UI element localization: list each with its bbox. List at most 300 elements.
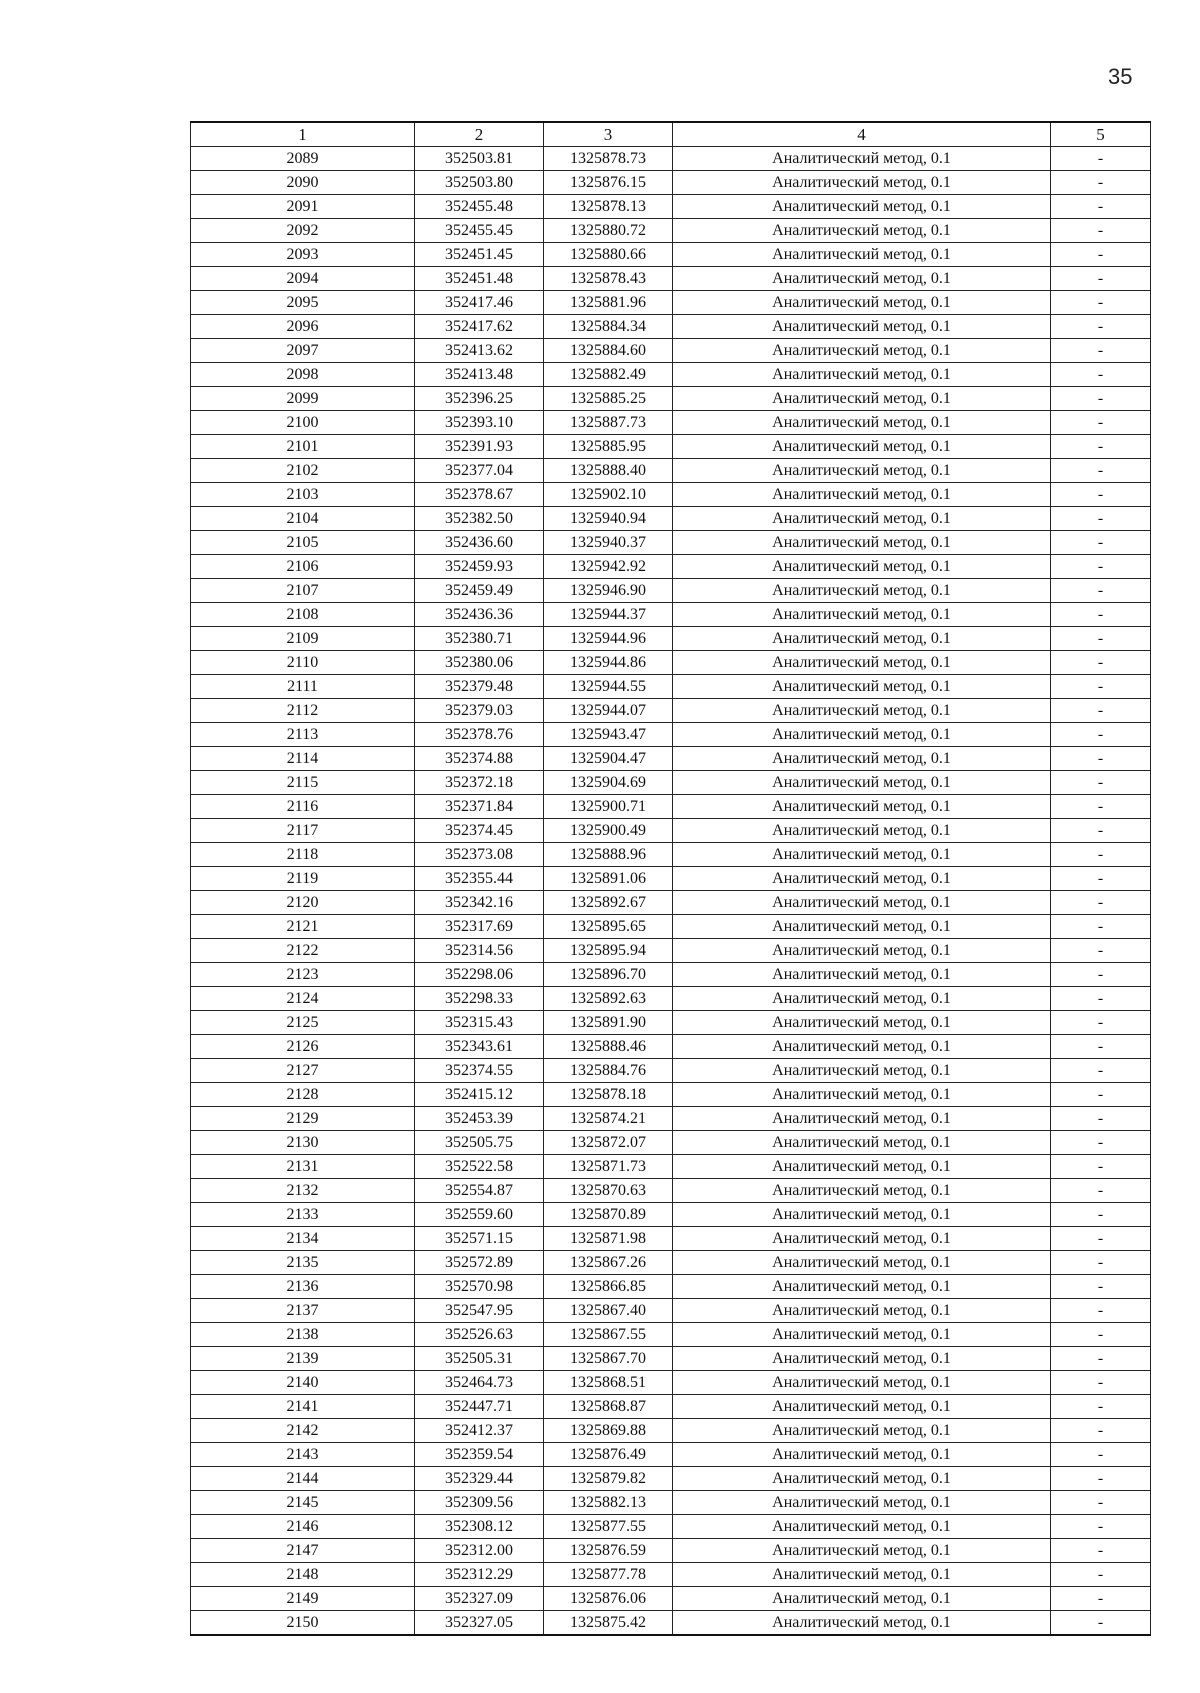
point-number-cell: 2135 — [191, 1251, 415, 1275]
point-number-cell: 2132 — [191, 1179, 415, 1203]
point-number-cell: 2095 — [191, 291, 415, 315]
x-coordinate-cell: 352327.05 — [415, 1611, 544, 1636]
method-cell: Аналитический метод, 0.1 — [673, 507, 1051, 531]
table-row — [191, 1323, 1151, 1347]
table-row — [191, 291, 1151, 315]
table-row — [191, 411, 1151, 435]
x-coordinate-cell: 352451.48 — [415, 267, 544, 291]
point-number-cell: 2100 — [191, 411, 415, 435]
table-row — [191, 1011, 1151, 1035]
point-number-cell: 2134 — [191, 1227, 415, 1251]
y-coordinate-cell: 1325942.92 — [544, 555, 673, 579]
method-cell: Аналитический метод, 0.1 — [673, 1035, 1051, 1059]
note-cell: - — [1051, 1035, 1151, 1059]
method-cell: Аналитический метод, 0.1 — [673, 1587, 1051, 1611]
y-coordinate-cell: 1325870.63 — [544, 1179, 673, 1203]
note-cell: - — [1051, 747, 1151, 771]
method-cell: Аналитический метод, 0.1 — [673, 435, 1051, 459]
x-coordinate-cell: 352371.84 — [415, 795, 544, 819]
table-row — [191, 1083, 1151, 1107]
method-cell: Аналитический метод, 0.1 — [673, 771, 1051, 795]
table-row — [191, 363, 1151, 387]
table-row — [191, 267, 1151, 291]
x-coordinate-cell: 352374.45 — [415, 819, 544, 843]
column-header-5: 5 — [1051, 122, 1151, 147]
column-header-2: 2 — [415, 122, 544, 147]
table-body — [191, 147, 1151, 1636]
note-cell: - — [1051, 891, 1151, 915]
table-row — [191, 1155, 1151, 1179]
method-cell: Аналитический метод, 0.1 — [673, 1563, 1051, 1587]
method-cell: Аналитический метод, 0.1 — [673, 1131, 1051, 1155]
method-cell: Аналитический метод, 0.1 — [673, 1203, 1051, 1227]
method-cell: Аналитический метод, 0.1 — [673, 627, 1051, 651]
note-cell: - — [1051, 243, 1151, 267]
x-coordinate-cell: 352327.09 — [415, 1587, 544, 1611]
table-row — [191, 675, 1151, 699]
y-coordinate-cell: 1325871.98 — [544, 1227, 673, 1251]
column-header-3: 3 — [544, 122, 673, 147]
note-cell: - — [1051, 843, 1151, 867]
method-cell: Аналитический метод, 0.1 — [673, 219, 1051, 243]
note-cell: - — [1051, 435, 1151, 459]
note-cell: - — [1051, 1131, 1151, 1155]
point-number-cell: 2147 — [191, 1539, 415, 1563]
x-coordinate-cell: 352378.76 — [415, 723, 544, 747]
method-cell: Аналитический метод, 0.1 — [673, 1083, 1051, 1107]
x-coordinate-cell: 352455.48 — [415, 195, 544, 219]
table-row — [191, 243, 1151, 267]
note-cell: - — [1051, 987, 1151, 1011]
x-coordinate-cell: 352374.88 — [415, 747, 544, 771]
x-coordinate-cell: 352464.73 — [415, 1371, 544, 1395]
x-coordinate-cell: 352417.62 — [415, 315, 544, 339]
method-cell: Аналитический метод, 0.1 — [673, 387, 1051, 411]
method-cell: Аналитический метод, 0.1 — [673, 1227, 1051, 1251]
point-number-cell: 2123 — [191, 963, 415, 987]
note-cell: - — [1051, 819, 1151, 843]
x-coordinate-cell: 352547.95 — [415, 1299, 544, 1323]
method-cell: Аналитический метод, 0.1 — [673, 459, 1051, 483]
method-cell: Аналитический метод, 0.1 — [673, 291, 1051, 315]
y-coordinate-cell: 1325900.71 — [544, 795, 673, 819]
y-coordinate-cell: 1325880.72 — [544, 219, 673, 243]
point-number-cell: 2150 — [191, 1611, 415, 1636]
table-row — [191, 1371, 1151, 1395]
y-coordinate-cell: 1325892.67 — [544, 891, 673, 915]
x-coordinate-cell: 352417.46 — [415, 291, 544, 315]
method-cell: Аналитический метод, 0.1 — [673, 843, 1051, 867]
table-row — [191, 963, 1151, 987]
y-coordinate-cell: 1325870.89 — [544, 1203, 673, 1227]
x-coordinate-cell: 352455.45 — [415, 219, 544, 243]
x-coordinate-cell: 352503.80 — [415, 171, 544, 195]
note-cell: - — [1051, 1347, 1151, 1371]
note-cell: - — [1051, 147, 1151, 171]
y-coordinate-cell: 1325871.73 — [544, 1155, 673, 1179]
x-coordinate-cell: 352312.00 — [415, 1539, 544, 1563]
point-number-cell: 2146 — [191, 1515, 415, 1539]
y-coordinate-cell: 1325940.37 — [544, 531, 673, 555]
y-coordinate-cell: 1325877.55 — [544, 1515, 673, 1539]
note-cell: - — [1051, 915, 1151, 939]
point-number-cell: 2131 — [191, 1155, 415, 1179]
method-cell: Аналитический метод, 0.1 — [673, 1299, 1051, 1323]
point-number-cell: 2097 — [191, 339, 415, 363]
point-number-cell: 2114 — [191, 747, 415, 771]
point-number-cell: 2137 — [191, 1299, 415, 1323]
x-coordinate-cell: 352505.75 — [415, 1131, 544, 1155]
method-cell: Аналитический метод, 0.1 — [673, 1467, 1051, 1491]
y-coordinate-cell: 1325876.59 — [544, 1539, 673, 1563]
table-row — [191, 1059, 1151, 1083]
table-row — [191, 1539, 1151, 1563]
page-number: 35 — [1108, 64, 1133, 89]
table-row — [191, 147, 1151, 171]
y-coordinate-cell: 1325872.07 — [544, 1131, 673, 1155]
x-coordinate-cell: 352413.48 — [415, 363, 544, 387]
y-coordinate-cell: 1325884.60 — [544, 339, 673, 363]
x-coordinate-cell: 352526.63 — [415, 1323, 544, 1347]
note-cell: - — [1051, 963, 1151, 987]
point-number-cell: 2104 — [191, 507, 415, 531]
table-row — [191, 1467, 1151, 1491]
note-cell: - — [1051, 1083, 1151, 1107]
x-coordinate-cell: 352571.15 — [415, 1227, 544, 1251]
note-cell: - — [1051, 1155, 1151, 1179]
x-coordinate-cell: 352379.03 — [415, 699, 544, 723]
y-coordinate-cell: 1325876.49 — [544, 1443, 673, 1467]
table-row — [191, 483, 1151, 507]
y-coordinate-cell: 1325866.85 — [544, 1275, 673, 1299]
table-row — [191, 1563, 1151, 1587]
table-row — [191, 627, 1151, 651]
x-coordinate-cell: 352314.56 — [415, 939, 544, 963]
y-coordinate-cell: 1325896.70 — [544, 963, 673, 987]
note-cell: - — [1051, 723, 1151, 747]
point-number-cell: 2113 — [191, 723, 415, 747]
y-coordinate-cell: 1325940.94 — [544, 507, 673, 531]
point-number-cell: 2144 — [191, 1467, 415, 1491]
point-number-cell: 2120 — [191, 891, 415, 915]
x-coordinate-cell: 352459.49 — [415, 579, 544, 603]
x-coordinate-cell: 352298.33 — [415, 987, 544, 1011]
table-row — [191, 555, 1151, 579]
point-number-cell: 2126 — [191, 1035, 415, 1059]
x-coordinate-cell: 352382.50 — [415, 507, 544, 531]
table-row — [191, 1251, 1151, 1275]
y-coordinate-cell: 1325887.73 — [544, 411, 673, 435]
note-cell: - — [1051, 1059, 1151, 1083]
method-cell: Аналитический метод, 0.1 — [673, 1371, 1051, 1395]
y-coordinate-cell: 1325876.06 — [544, 1587, 673, 1611]
y-coordinate-cell: 1325875.42 — [544, 1611, 673, 1636]
point-number-cell: 2130 — [191, 1131, 415, 1155]
method-cell: Аналитический метод, 0.1 — [673, 891, 1051, 915]
method-cell: Аналитический метод, 0.1 — [673, 531, 1051, 555]
method-cell: Аналитический метод, 0.1 — [673, 819, 1051, 843]
note-cell: - — [1051, 1107, 1151, 1131]
x-coordinate-cell: 352373.08 — [415, 843, 544, 867]
point-number-cell: 2096 — [191, 315, 415, 339]
y-coordinate-cell: 1325867.55 — [544, 1323, 673, 1347]
method-cell: Аналитический метод, 0.1 — [673, 1491, 1051, 1515]
y-coordinate-cell: 1325868.51 — [544, 1371, 673, 1395]
table-row — [191, 579, 1151, 603]
note-cell: - — [1051, 459, 1151, 483]
note-cell: - — [1051, 1491, 1151, 1515]
method-cell: Аналитический метод, 0.1 — [673, 675, 1051, 699]
table-row — [191, 867, 1151, 891]
method-cell: Аналитический метод, 0.1 — [673, 579, 1051, 603]
x-coordinate-cell: 352572.89 — [415, 1251, 544, 1275]
x-coordinate-cell: 352372.18 — [415, 771, 544, 795]
y-coordinate-cell: 1325867.40 — [544, 1299, 673, 1323]
point-number-cell: 2138 — [191, 1323, 415, 1347]
point-number-cell: 2112 — [191, 699, 415, 723]
table-row — [191, 1299, 1151, 1323]
x-coordinate-cell: 352298.06 — [415, 963, 544, 987]
note-cell: - — [1051, 411, 1151, 435]
note-cell: - — [1051, 315, 1151, 339]
note-cell: - — [1051, 1467, 1151, 1491]
note-cell: - — [1051, 1539, 1151, 1563]
x-coordinate-cell: 352329.44 — [415, 1467, 544, 1491]
table-row — [191, 747, 1151, 771]
x-coordinate-cell: 352413.62 — [415, 339, 544, 363]
method-cell: Аналитический метод, 0.1 — [673, 939, 1051, 963]
point-number-cell: 2142 — [191, 1419, 415, 1443]
coordinates-table — [190, 121, 1151, 1636]
method-cell: Аналитический метод, 0.1 — [673, 483, 1051, 507]
y-coordinate-cell: 1325888.40 — [544, 459, 673, 483]
note-cell: - — [1051, 939, 1151, 963]
note-cell: - — [1051, 1179, 1151, 1203]
method-cell: Аналитический метод, 0.1 — [673, 315, 1051, 339]
method-cell: Аналитический метод, 0.1 — [673, 795, 1051, 819]
x-coordinate-cell: 352378.67 — [415, 483, 544, 507]
table-row — [191, 891, 1151, 915]
y-coordinate-cell: 1325888.96 — [544, 843, 673, 867]
method-cell: Аналитический метод, 0.1 — [673, 987, 1051, 1011]
point-number-cell: 2099 — [191, 387, 415, 411]
point-number-cell: 2139 — [191, 1347, 415, 1371]
x-coordinate-cell: 352317.69 — [415, 915, 544, 939]
method-cell: Аналитический метод, 0.1 — [673, 867, 1051, 891]
note-cell: - — [1051, 795, 1151, 819]
x-coordinate-cell: 352451.45 — [415, 243, 544, 267]
x-coordinate-cell: 352447.71 — [415, 1395, 544, 1419]
y-coordinate-cell: 1325902.10 — [544, 483, 673, 507]
note-cell: - — [1051, 1395, 1151, 1419]
table-row — [191, 387, 1151, 411]
table-row — [191, 819, 1151, 843]
point-number-cell: 2109 — [191, 627, 415, 651]
x-coordinate-cell: 352309.56 — [415, 1491, 544, 1515]
note-cell: - — [1051, 171, 1151, 195]
note-cell: - — [1051, 1323, 1151, 1347]
method-cell: Аналитический метод, 0.1 — [673, 1443, 1051, 1467]
table-row — [191, 987, 1151, 1011]
table-row — [191, 315, 1151, 339]
y-coordinate-cell: 1325892.63 — [544, 987, 673, 1011]
x-coordinate-cell: 352391.93 — [415, 435, 544, 459]
note-cell: - — [1051, 675, 1151, 699]
note-cell: - — [1051, 1515, 1151, 1539]
point-number-cell: 2092 — [191, 219, 415, 243]
method-cell: Аналитический метод, 0.1 — [673, 1611, 1051, 1636]
note-cell: - — [1051, 1611, 1151, 1636]
point-number-cell: 2116 — [191, 795, 415, 819]
note-cell: - — [1051, 771, 1151, 795]
table-row — [191, 339, 1151, 363]
y-coordinate-cell: 1325868.87 — [544, 1395, 673, 1419]
table-row — [191, 843, 1151, 867]
x-coordinate-cell: 352393.10 — [415, 411, 544, 435]
table-row — [191, 1179, 1151, 1203]
method-cell: Аналитический метод, 0.1 — [673, 267, 1051, 291]
x-coordinate-cell: 352559.60 — [415, 1203, 544, 1227]
y-coordinate-cell: 1325904.47 — [544, 747, 673, 771]
table-row — [191, 1443, 1151, 1467]
point-number-cell: 2090 — [191, 171, 415, 195]
x-coordinate-cell: 352396.25 — [415, 387, 544, 411]
y-coordinate-cell: 1325944.37 — [544, 603, 673, 627]
table-row — [191, 1227, 1151, 1251]
point-number-cell: 2110 — [191, 651, 415, 675]
point-number-cell: 2127 — [191, 1059, 415, 1083]
x-coordinate-cell: 352554.87 — [415, 1179, 544, 1203]
point-number-cell: 2091 — [191, 195, 415, 219]
table-row — [191, 651, 1151, 675]
table-row — [191, 1203, 1151, 1227]
method-cell: Аналитический метод, 0.1 — [673, 1347, 1051, 1371]
x-coordinate-cell: 352312.29 — [415, 1563, 544, 1587]
note-cell: - — [1051, 195, 1151, 219]
x-coordinate-cell: 352355.44 — [415, 867, 544, 891]
table-row — [191, 1587, 1151, 1611]
y-coordinate-cell: 1325880.66 — [544, 243, 673, 267]
x-coordinate-cell: 352436.36 — [415, 603, 544, 627]
point-number-cell: 2098 — [191, 363, 415, 387]
point-number-cell: 2102 — [191, 459, 415, 483]
x-coordinate-cell: 352459.93 — [415, 555, 544, 579]
table-row — [191, 171, 1151, 195]
note-cell: - — [1051, 627, 1151, 651]
table-row — [191, 1035, 1151, 1059]
y-coordinate-cell: 1325877.78 — [544, 1563, 673, 1587]
x-coordinate-cell: 352380.71 — [415, 627, 544, 651]
note-cell: - — [1051, 483, 1151, 507]
x-coordinate-cell: 352503.81 — [415, 147, 544, 171]
y-coordinate-cell: 1325884.34 — [544, 315, 673, 339]
note-cell: - — [1051, 699, 1151, 723]
x-coordinate-cell: 352380.06 — [415, 651, 544, 675]
point-number-cell: 2128 — [191, 1083, 415, 1107]
table-row — [191, 723, 1151, 747]
point-number-cell: 2124 — [191, 987, 415, 1011]
table-header-row — [191, 122, 1151, 147]
point-number-cell: 2145 — [191, 1491, 415, 1515]
method-cell: Аналитический метод, 0.1 — [673, 1155, 1051, 1179]
note-cell: - — [1051, 603, 1151, 627]
method-cell: Аналитический метод, 0.1 — [673, 1515, 1051, 1539]
method-cell: Аналитический метод, 0.1 — [673, 651, 1051, 675]
method-cell: Аналитический метод, 0.1 — [673, 1275, 1051, 1299]
method-cell: Аналитический метод, 0.1 — [673, 1179, 1051, 1203]
note-cell: - — [1051, 387, 1151, 411]
point-number-cell: 2108 — [191, 603, 415, 627]
point-number-cell: 2111 — [191, 675, 415, 699]
note-cell: - — [1051, 1419, 1151, 1443]
table-row — [191, 219, 1151, 243]
note-cell: - — [1051, 363, 1151, 387]
table-row — [191, 939, 1151, 963]
x-coordinate-cell: 352415.12 — [415, 1083, 544, 1107]
y-coordinate-cell: 1325891.06 — [544, 867, 673, 891]
point-number-cell: 2105 — [191, 531, 415, 555]
x-coordinate-cell: 352379.48 — [415, 675, 544, 699]
y-coordinate-cell: 1325946.90 — [544, 579, 673, 603]
y-coordinate-cell: 1325878.18 — [544, 1083, 673, 1107]
point-number-cell: 2115 — [191, 771, 415, 795]
x-coordinate-cell: 352315.43 — [415, 1011, 544, 1035]
table-row — [191, 915, 1151, 939]
method-cell: Аналитический метод, 0.1 — [673, 1107, 1051, 1131]
table-row — [191, 1491, 1151, 1515]
point-number-cell: 2149 — [191, 1587, 415, 1611]
point-number-cell: 2148 — [191, 1563, 415, 1587]
method-cell: Аналитический метод, 0.1 — [673, 243, 1051, 267]
method-cell: Аналитический метод, 0.1 — [673, 1251, 1051, 1275]
note-cell: - — [1051, 531, 1151, 555]
note-cell: - — [1051, 651, 1151, 675]
table-row — [191, 1275, 1151, 1299]
y-coordinate-cell: 1325882.13 — [544, 1491, 673, 1515]
point-number-cell: 2107 — [191, 579, 415, 603]
y-coordinate-cell: 1325885.95 — [544, 435, 673, 459]
method-cell: Аналитический метод, 0.1 — [673, 171, 1051, 195]
x-coordinate-cell: 352374.55 — [415, 1059, 544, 1083]
table-row — [191, 795, 1151, 819]
note-cell: - — [1051, 339, 1151, 363]
note-cell: - — [1051, 1203, 1151, 1227]
method-cell: Аналитический метод, 0.1 — [673, 1323, 1051, 1347]
note-cell: - — [1051, 1275, 1151, 1299]
method-cell: Аналитический метод, 0.1 — [673, 1419, 1051, 1443]
x-coordinate-cell: 352308.12 — [415, 1515, 544, 1539]
method-cell: Аналитический метод, 0.1 — [673, 747, 1051, 771]
x-coordinate-cell: 352342.16 — [415, 891, 544, 915]
method-cell: Аналитический метод, 0.1 — [673, 699, 1051, 723]
note-cell: - — [1051, 1371, 1151, 1395]
note-cell: - — [1051, 579, 1151, 603]
y-coordinate-cell: 1325878.13 — [544, 195, 673, 219]
point-number-cell: 2129 — [191, 1107, 415, 1131]
x-coordinate-cell: 352522.58 — [415, 1155, 544, 1179]
column-header-1: 1 — [191, 122, 415, 147]
y-coordinate-cell: 1325878.43 — [544, 267, 673, 291]
x-coordinate-cell: 352436.60 — [415, 531, 544, 555]
table-row — [191, 507, 1151, 531]
table-row — [191, 435, 1151, 459]
table-row — [191, 603, 1151, 627]
table-row — [191, 531, 1151, 555]
point-number-cell: 2117 — [191, 819, 415, 843]
point-number-cell: 2122 — [191, 939, 415, 963]
point-number-cell: 2119 — [191, 867, 415, 891]
method-cell: Аналитический метод, 0.1 — [673, 195, 1051, 219]
